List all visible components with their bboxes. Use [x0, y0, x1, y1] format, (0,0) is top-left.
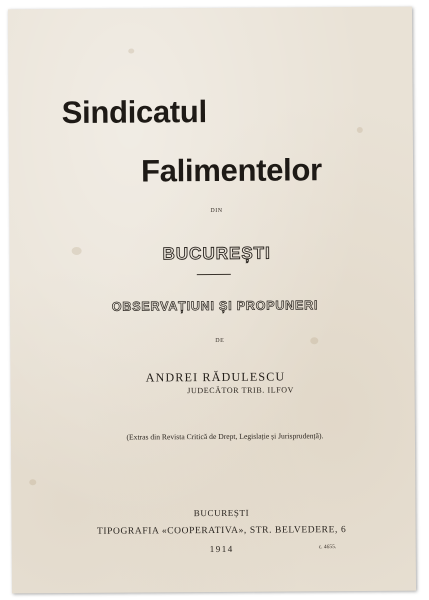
city-name: BUCUREȘTI	[162, 243, 271, 264]
paper-stain	[128, 49, 134, 54]
paper-stain	[29, 479, 36, 485]
book-cover	[8, 7, 416, 594]
imprint-city: BUCUREȘTI	[193, 507, 250, 519]
divider-rule	[197, 274, 231, 275]
paper-stain	[310, 337, 318, 344]
print-code: c. 4655.	[318, 544, 337, 551]
title-line-1: Sindicatul	[61, 94, 207, 131]
title-line-2: Falimentelor	[140, 152, 322, 189]
de-label: DE	[215, 337, 225, 344]
author-name: ANDREI RĂDULESCU	[145, 369, 286, 385]
imprint-year: 1914	[209, 543, 234, 555]
paper-stain	[357, 127, 363, 133]
subtitle: OBSERVAȚIUNI ȘI PROPUNERI	[111, 298, 319, 314]
extract-note: (Extras din Revista Critică de Drept, Legislație și Jurisprudență).	[126, 431, 324, 442]
din-label: DIN	[210, 207, 223, 215]
author-role: JUDECĂTOR TRIB. ILFOV	[187, 385, 295, 396]
imprint-press: TIPOGRAFIA «COOPERATIVA», STR. BELVEDERE, 6	[96, 525, 347, 537]
paper-stain	[72, 247, 82, 255]
